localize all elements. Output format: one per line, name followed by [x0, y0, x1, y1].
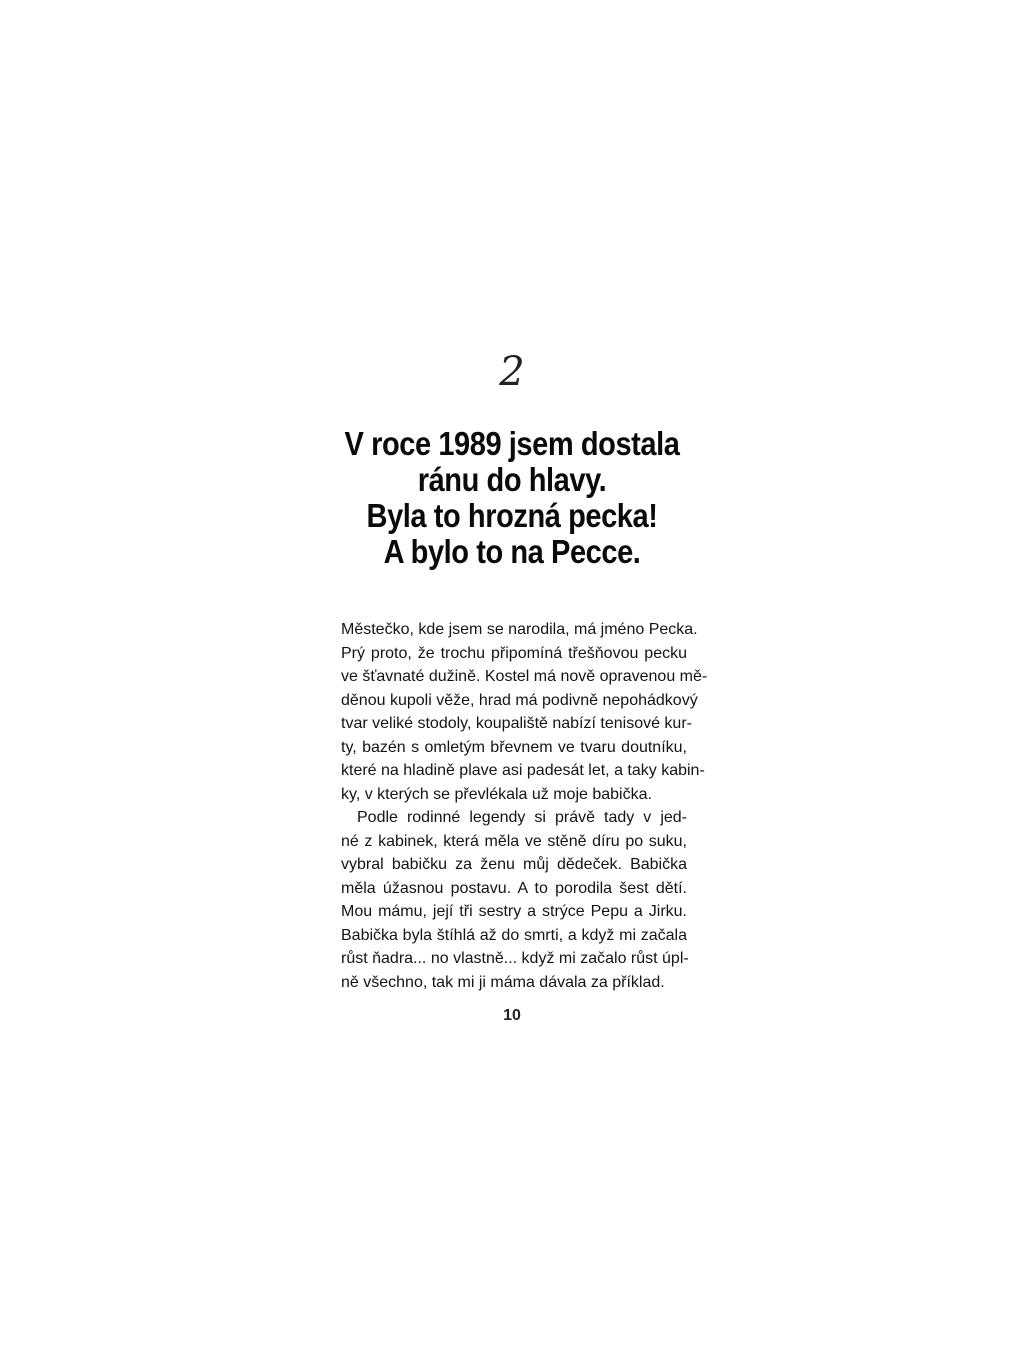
text-line: měla úžasnou postavu. A to porodila šest dětí. — [341, 879, 687, 897]
body-text — [341, 618, 708, 994]
text-line: ve šťavnaté dužině. Kostel má nově opravenou mě- — [341, 668, 708, 685]
chapter-title-line: ránu do hlavy. — [417, 461, 607, 498]
text-line: děnou kupoli věže, hrad má podivně nepohádkový — [341, 691, 698, 709]
chapter-number: 2 — [499, 349, 525, 395]
page-number: 10 — [503, 1007, 521, 1024]
chapter-title-line: A bylo to na Pecce. — [383, 533, 641, 570]
text-line: vybral babičku za ženu můj dědeček. Babička — [341, 856, 687, 873]
chapter-title-line: Byla to hrozná pecka! — [366, 497, 658, 534]
text-line: Babička byla štíhlá až do smrti, a když mi začala — [341, 926, 687, 944]
chapter-title-line: V roce 1989 jsem dostala — [344, 425, 680, 462]
text-line: tvar veliké stodoly, koupaliště nabízí tenisové kur- — [341, 715, 692, 732]
text-line: ně všechno, tak mi ji máma dávala za příklad. — [341, 973, 665, 991]
paragraph — [341, 618, 708, 806]
chapter-title — [292, 426, 732, 570]
text-line: ky, v kterých se převlékala už moje babička. — [341, 785, 652, 803]
text-line: ty, bazén s omletým břevnem ve tvaru doutníku, — [341, 738, 687, 756]
text-line: růst ňadra... no vlastně... když mi začalo růst úpl- — [341, 950, 689, 967]
text-line: které na hladině plave asi padesát let, a taky kabin- — [341, 762, 705, 779]
text-line: Podle rodinné legendy si právě tady v jed- — [357, 809, 687, 826]
text-line: né z kabinek, která měla ve stěně díru po suku, — [341, 832, 687, 850]
text-line: Mou mámu, její tři sestry a strýce Pepu a Jirku. — [341, 903, 687, 920]
text-line: Městečko, kde jsem se narodila, má jméno Pecka. — [341, 621, 698, 638]
text-line: Prý proto, že trochu připomíná třešňovou pecku — [341, 644, 687, 662]
paragraph — [341, 806, 687, 994]
